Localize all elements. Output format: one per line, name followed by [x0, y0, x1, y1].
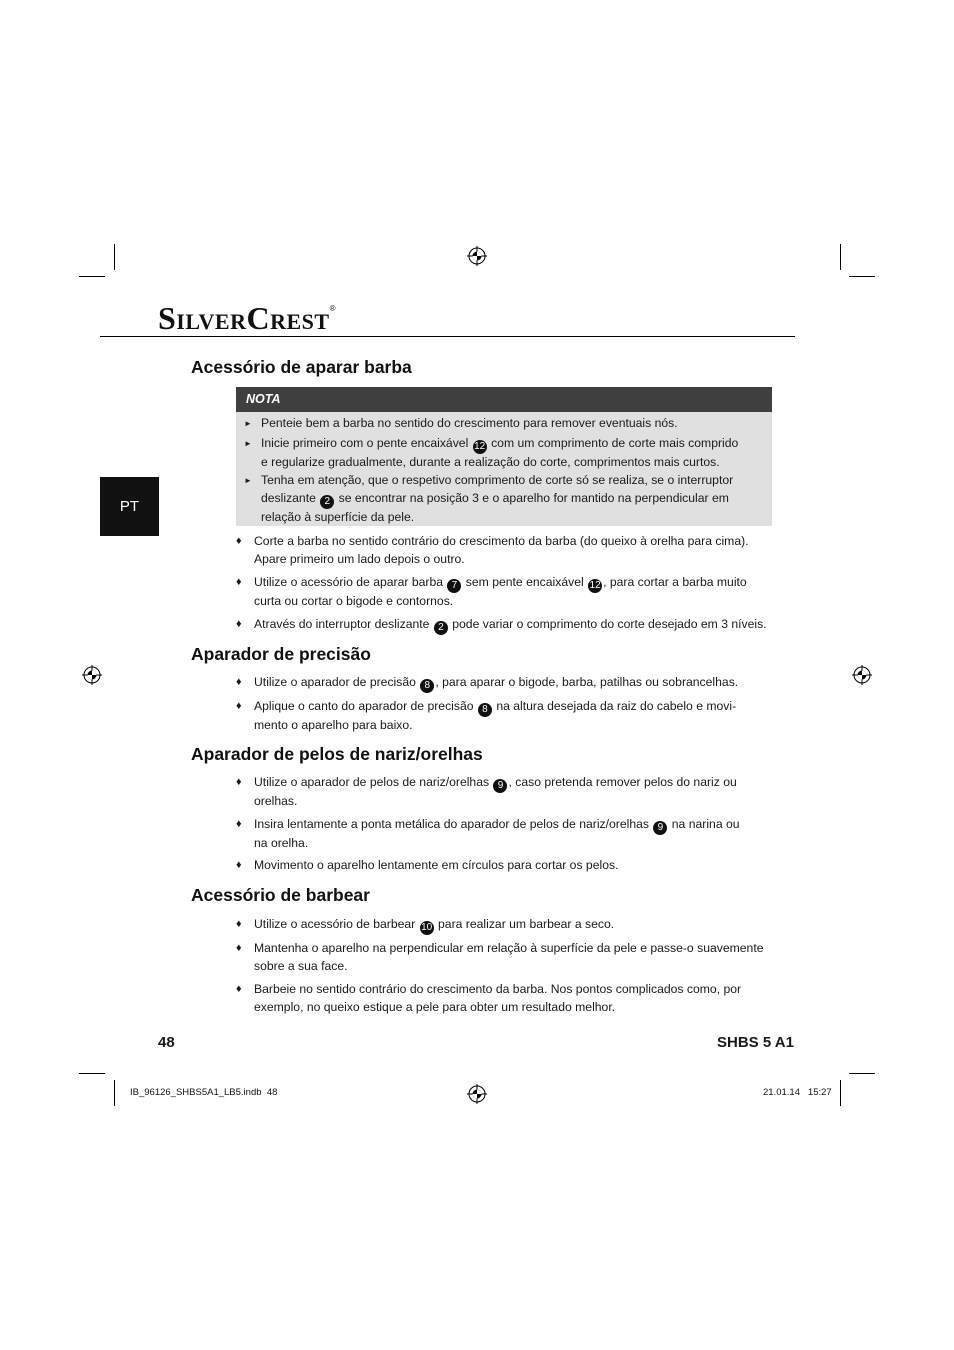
- crop-mark: [114, 1080, 115, 1106]
- diamond-bullet-icon: ♦: [236, 818, 242, 830]
- part-number-badge: 9: [653, 821, 667, 835]
- crop-mark: [840, 1080, 841, 1106]
- diamond-bullet-icon: ♦: [236, 535, 242, 547]
- part-number-badge: 8: [478, 703, 492, 717]
- diamond-bullet-icon: ♦: [236, 983, 242, 995]
- registration-mark-icon: [852, 665, 872, 685]
- list-item: ♦ Utilize o acessório de aparar barba 7 sem pente encaixável 12 , para cortar a barba muito curta ou cortar o bigode e contornos.: [236, 575, 747, 608]
- list-item: ♦ Insira lentamente a ponta metálica do aparador de pelos de nariz/orelhas 9 na narina ou na orelha.: [236, 817, 740, 850]
- list-item: ♦ Movimento o aparelho lentamente em círculos para cortar os pelos.: [254, 857, 774, 875]
- list-item: ♦ Utilize o aparador de precisão 8 , para aparar o bigode, barba, patilhas ou sobrancelhas.: [236, 675, 739, 691]
- part-number-badge: 12: [589, 580, 601, 591]
- crop-mark: [849, 1073, 875, 1074]
- arrow-bullet-icon: ►: [244, 439, 252, 448]
- registration-mark-icon: [82, 665, 102, 685]
- section-heading: Aparador de pelos de nariz/orelhas: [191, 744, 483, 764]
- note-label: NOTA: [236, 387, 772, 412]
- section-heading: Acessório de barbear: [191, 885, 370, 905]
- arrow-bullet-icon: ►: [244, 419, 252, 428]
- part-number-badge: 12: [474, 441, 486, 452]
- diamond-bullet-icon: ♦: [236, 676, 242, 688]
- part-number-badge: 2: [320, 495, 334, 509]
- registration-mark-icon: [467, 1084, 487, 1104]
- language-tab: PT: [100, 477, 159, 536]
- list-item: ♦ Barbeie no sentido contrário do crescimento da barba. Nos pontos complicados como, por exemplo, no queixo estique a pele para obter um resultado melhor.: [236, 982, 742, 1014]
- diamond-bullet-icon: ♦: [236, 618, 242, 630]
- part-number-badge: 7: [447, 579, 461, 593]
- diamond-bullet-icon: ♦: [236, 576, 242, 588]
- list-item: ♦ Através do interruptor deslizante 2 pode variar o comprimento do corte desejado em 3 níveis.: [236, 617, 767, 633]
- note-item: ► Inicie primeiro com o pente encaixável 12 com um comprimento de corte mais comprido e regularize gradualmente, durante a realização do corte, comprimentos mais curtos.: [244, 436, 739, 469]
- imprint-file: IB_96126_SHBS5A1_LB5.indb 48: [130, 1087, 278, 1098]
- model-number: SHBS 5 A1: [717, 1034, 794, 1051]
- part-number-badge: 2: [434, 621, 448, 635]
- diamond-bullet-icon: ♦: [236, 700, 242, 712]
- crop-mark: [114, 244, 115, 270]
- list-item: ♦ Aplique o canto do aparador de precisão 8 na altura desejada da raiz do cabelo e movi- mento o aparelho para baixo.: [236, 699, 737, 732]
- diamond-bullet-icon: ♦: [236, 942, 242, 954]
- registration-mark-icon: [467, 246, 487, 266]
- list-item: ♦ Mantenha o aparelho na perpendicular em relação à superfície da pele e passe-o suavemente sobre a sua face.: [236, 941, 764, 973]
- header-rule: [100, 336, 795, 337]
- section-heading: Acessório de aparar barba: [191, 357, 412, 377]
- list-item: ♦ Corte a barba no sentido contrário do crescimento da barba (do queixo à orelha para cima). Apare primeiro um lado depois o outro.: [236, 534, 749, 566]
- diamond-bullet-icon: ♦: [236, 859, 242, 871]
- page-number: 48: [158, 1034, 175, 1051]
- note-item: ► Penteie bem a barba no sentido do crescimento para remover eventuais nós.: [261, 415, 761, 433]
- section-heading: Aparador de precisão: [191, 644, 371, 664]
- crop-mark: [79, 276, 105, 277]
- part-number-badge: 9: [493, 779, 507, 793]
- arrow-bullet-icon: ►: [244, 476, 252, 485]
- note-item: ► Tenha em atenção, que o respetivo comprimento de corte só se realiza, se o interruptor deslizante 2 se encontrar na posição 3 e o aparelho for mantido na perpendicular em relação à superfície da pele.: [244, 473, 734, 524]
- list-item: ♦ Utilize o aparador de pelos de nariz/orelhas 9 , caso pretenda remover pelos do nariz ou orelhas.: [236, 775, 737, 808]
- diamond-bullet-icon: ♦: [236, 776, 242, 788]
- list-item: ♦ Utilize o acessório de barbear 10 para realizar um barbear a seco.: [236, 917, 615, 933]
- imprint-date: 21.01.14 15:27: [763, 1087, 832, 1098]
- note-box: [236, 387, 772, 526]
- brand-logo: SILVERCREST®: [158, 300, 336, 336]
- crop-mark: [79, 1073, 105, 1074]
- part-number-badge: 10: [421, 922, 433, 933]
- crop-mark: [849, 276, 875, 277]
- part-number-badge: 8: [420, 679, 434, 693]
- diamond-bullet-icon: ♦: [236, 918, 242, 930]
- crop-mark: [840, 244, 841, 270]
